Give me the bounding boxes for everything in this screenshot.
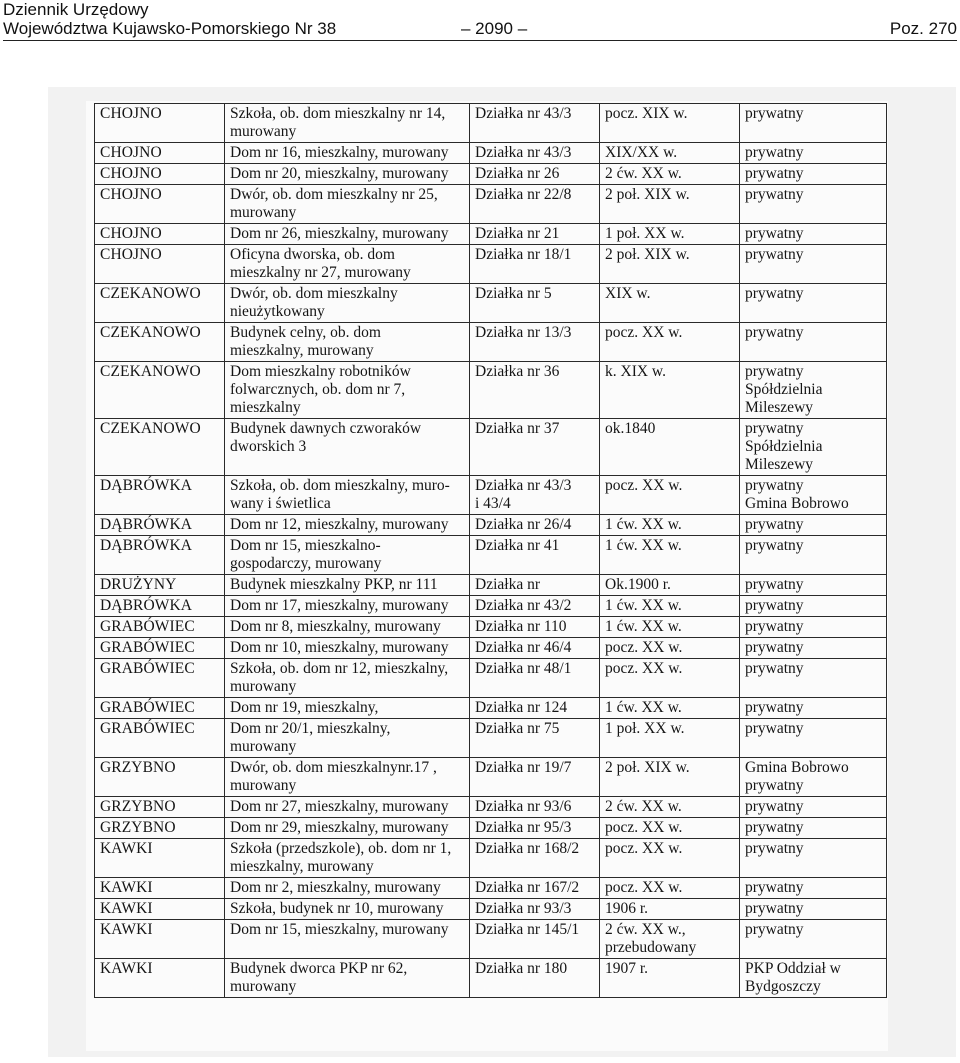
table-row [95,878,887,899]
ownership-cell: prywatny [740,878,887,899]
locality-cell: KAWKI [95,839,225,878]
ownership-cell: Gmina Bobrowo prywatny [740,758,887,797]
object-description-cell: Dwór, ob. dom mieszkalny nr 25, murowany [225,185,470,224]
table-row [95,323,887,362]
ownership-cell: prywatny [740,818,887,839]
locality-cell: KAWKI [95,959,225,998]
object-description-cell: Dom nr 12, mieszkalny, murowany [225,515,470,536]
locality-cell: GRABÓWIEC [95,719,225,758]
voivodeship-issue: Województwa Kujawsko-Pomorskiego Nr 38 [3,19,337,38]
ownership-cell: prywatny [740,323,887,362]
journal-title: Dziennik Urzędowy [3,0,149,19]
table-row [95,575,887,596]
table-row [95,659,887,698]
locality-cell: CHOJNO [95,224,225,245]
locality-cell: CHOJNO [95,185,225,224]
dating-cell: 1 ćw. XX w. [600,698,740,719]
table-row [95,104,887,143]
position-number: Poz. 270 [889,19,957,38]
plot-number-cell: Działka nr 13/3 [470,323,600,362]
table-row [95,959,887,998]
locality-cell: GRZYBNO [95,818,225,839]
ownership-cell: prywatny [740,698,887,719]
dating-cell: 1 poł. XX w. [600,719,740,758]
dating-cell: 2 poł. XIX w. [600,185,740,224]
table-row [95,245,887,284]
object-description-cell: Dom mieszkalny robotników folwarcznych, ob. dom nr 7, mieszkalny [225,362,470,419]
dating-cell: 1906 r. [600,899,740,920]
locality-cell: KAWKI [95,899,225,920]
locality-cell: DĄBRÓWKA [95,515,225,536]
object-description-cell: Dom nr 16, mieszkalny, murowany [225,143,470,164]
plot-number-cell: Działka nr 124 [470,698,600,719]
plot-number-cell: Działka nr 95/3 [470,818,600,839]
object-description-cell: Dom nr 20, mieszkalny, murowany [225,164,470,185]
table-row [95,899,887,920]
plot-number-cell: Działka nr 48/1 [470,659,600,698]
locality-cell: GRZYBNO [95,758,225,797]
ownership-cell: prywatny [740,164,887,185]
ownership-cell: prywatny [740,515,887,536]
locality-cell: DRUŻYNY [95,575,225,596]
ownership-cell: prywatny [740,617,887,638]
plot-number-cell: Działka nr 5 [470,284,600,323]
object-description-cell: Dom nr 29, mieszkalny, murowany [225,818,470,839]
locality-cell: DĄBRÓWKA [95,596,225,617]
dating-cell: 2 poł. XIX w. [600,758,740,797]
plot-number-cell: Działka nr 93/3 [470,899,600,920]
table-row [95,362,887,419]
locality-cell: CZEKANOWO [95,323,225,362]
object-description-cell: Dom nr 17, mieszkalny, murowany [225,596,470,617]
table-row [95,758,887,797]
ownership-cell: prywatny [740,143,887,164]
plot-number-cell: Działka nr 19/7 [470,758,600,797]
table-row [95,185,887,224]
ownership-cell: prywatny [740,245,887,284]
object-description-cell: Budynek dworca PKP nr 62, murowany [225,959,470,998]
plot-number-cell: Działka nr 21 [470,224,600,245]
ownership-cell: prywatny [740,920,887,959]
ownership-cell: prywatny [740,596,887,617]
object-description-cell: Dom nr 27, mieszkalny, murowany [225,797,470,818]
object-description-cell: Budynek celny, ob. dom mieszkalny, murowany [225,323,470,362]
plot-number-cell: Działka nr 41 [470,536,600,575]
page-header [3,0,957,40]
locality-cell: CHOJNO [95,104,225,143]
plot-number-cell: Działka nr 93/6 [470,797,600,818]
ownership-cell: prywatny [740,719,887,758]
object-description-cell: Dom nr 2, mieszkalny, murowany [225,878,470,899]
ownership-cell: prywatny [740,899,887,920]
table-row [95,638,887,659]
plot-number-cell: Działka nr 26 [470,164,600,185]
dating-cell: 1 ćw. XX w. [600,515,740,536]
object-description-cell: Oficyna dworska, ob. dom mieszkalny nr 27, murowany [225,245,470,284]
locality-cell: DĄBRÓWKA [95,536,225,575]
dating-cell: pocz. XX w. [600,659,740,698]
plot-number-cell: Działka nr 75 [470,719,600,758]
plot-number-cell: Działka nr 43/3 i 43/4 [470,476,600,515]
ownership-cell: prywatny Spółdzielnia Mileszewy [740,362,887,419]
locality-cell: KAWKI [95,920,225,959]
plot-number-cell: Działka nr 145/1 [470,920,600,959]
dating-cell: pocz. XX w. [600,878,740,899]
locality-cell: DĄBRÓWKA [95,476,225,515]
plot-number-cell: Działka nr 22/8 [470,185,600,224]
dating-cell: pocz. XX w. [600,839,740,878]
dating-cell: 1 ćw. XX w. [600,536,740,575]
object-description-cell: Dom nr 8, mieszkalny, murowany [225,617,470,638]
table-row [95,596,887,617]
table-row [95,164,887,185]
locality-cell: GRABÓWIEC [95,659,225,698]
table-row [95,284,887,323]
locality-cell: CHOJNO [95,143,225,164]
dating-cell: k. XIX w. [600,362,740,419]
dating-cell: ok.1840 [600,419,740,476]
locality-cell: CZEKANOWO [95,284,225,323]
table-row [95,797,887,818]
plot-number-cell: Działka nr 167/2 [470,878,600,899]
ownership-cell: prywatny [740,224,887,245]
plot-number-cell: Działka nr 43/2 [470,596,600,617]
dating-cell: 1 poł. XX w. [600,224,740,245]
table-row [95,818,887,839]
table-row [95,536,887,575]
ownership-cell: prywatny [740,797,887,818]
locality-cell: GRABÓWIEC [95,698,225,719]
table-row [95,617,887,638]
plot-number-cell: Działka nr 26/4 [470,515,600,536]
object-description-cell: Dwór, ob. dom mieszkalnynr.17 , murowany [225,758,470,797]
plot-number-cell: Działka nr 36 [470,362,600,419]
plot-number-cell: Działka nr 43/3 [470,143,600,164]
locality-cell: CHOJNO [95,245,225,284]
object-description-cell: Dom nr 20/1, mieszkalny, murowany [225,719,470,758]
ownership-cell: prywatny [740,638,887,659]
object-description-cell: Dom nr 26, mieszkalny, murowany [225,224,470,245]
table-row [95,224,887,245]
table-row [95,515,887,536]
dating-cell: 2 ćw. XX w., przebudowany [600,920,740,959]
object-description-cell: Dom nr 19, mieszkalny, [225,698,470,719]
ownership-cell: prywatny Spółdzielnia Mileszewy [740,419,887,476]
table-row [95,143,887,164]
object-description-cell: Szkoła, ob. dom mieszkalny nr 14, murowany [225,104,470,143]
dating-cell: XIX w. [600,284,740,323]
dating-cell: 2 ćw. XX w. [600,797,740,818]
table-row [95,839,887,878]
object-description-cell: Dom nr 15, mieszkalno- gospodarczy, murowany [225,536,470,575]
table-row [95,920,887,959]
dating-cell: 1 ćw. XX w. [600,617,740,638]
table-row [95,419,887,476]
monument-register-table [94,103,887,998]
table-row [95,719,887,758]
ownership-cell: PKP Oddział w Bydgoszczy [740,959,887,998]
locality-cell: CZEKANOWO [95,362,225,419]
dating-cell: 1907 r. [600,959,740,998]
object-description-cell: Dwór, ob. dom mieszkalny nieużytkowany [225,284,470,323]
plot-number-cell: Działka nr [470,575,600,596]
locality-cell: KAWKI [95,878,225,899]
plot-number-cell: Działka nr 37 [470,419,600,476]
locality-cell: CHOJNO [95,164,225,185]
ownership-cell: prywatny Gmina Bobrowo [740,476,887,515]
locality-cell: CZEKANOWO [95,419,225,476]
ownership-cell: prywatny [740,104,887,143]
object-description-cell: Budynek dawnych czworaków dworskich 3 [225,419,470,476]
plot-number-cell: Działka nr 43/3 [470,104,600,143]
dating-cell: XIX/XX w. [600,143,740,164]
dating-cell: pocz. XX w. [600,476,740,515]
object-description-cell: Szkoła, budynek nr 10, murowany [225,899,470,920]
dating-cell: pocz. XX w. [600,818,740,839]
ownership-cell: prywatny [740,659,887,698]
ownership-cell: prywatny [740,185,887,224]
dating-cell: pocz. XX w. [600,638,740,659]
plot-number-cell: Działka nr 46/4 [470,638,600,659]
ownership-cell: prywatny [740,575,887,596]
locality-cell: GRABÓWIEC [95,617,225,638]
register-table-body [95,104,887,998]
object-description-cell: Szkoła (przedszkole), ob. dom nr 1, mieszkalny, murowany [225,839,470,878]
header-rule [3,40,957,41]
table-row [95,476,887,515]
object-description-cell: Dom nr 10, mieszkalny, murowany [225,638,470,659]
object-description-cell: Dom nr 15, mieszkalny, murowany [225,920,470,959]
plot-number-cell: Działka nr 180 [470,959,600,998]
dating-cell: 2 poł. XIX w. [600,245,740,284]
ownership-cell: prywatny [740,284,887,323]
object-description-cell: Szkoła, ob. dom mieszkalny, muro- wany i świetlica [225,476,470,515]
dating-cell: Ok.1900 r. [600,575,740,596]
plot-number-cell: Działka nr 168/2 [470,839,600,878]
table-row [95,698,887,719]
plot-number-cell: Działka nr 110 [470,617,600,638]
locality-cell: GRABÓWIEC [95,638,225,659]
plot-number-cell: Działka nr 18/1 [470,245,600,284]
dating-cell: pocz. XIX w. [600,104,740,143]
dating-cell: pocz. XX w. [600,323,740,362]
locality-cell: GRZYBNO [95,797,225,818]
page-number: – 2090 – [461,19,528,38]
ownership-cell: prywatny [740,839,887,878]
object-description-cell: Szkoła, ob. dom nr 12, mieszkalny, murowany [225,659,470,698]
dating-cell: 1 ćw. XX w. [600,596,740,617]
object-description-cell: Budynek mieszkalny PKP, nr 111 [225,575,470,596]
dating-cell: 2 ćw. XX w. [600,164,740,185]
ownership-cell: prywatny [740,536,887,575]
